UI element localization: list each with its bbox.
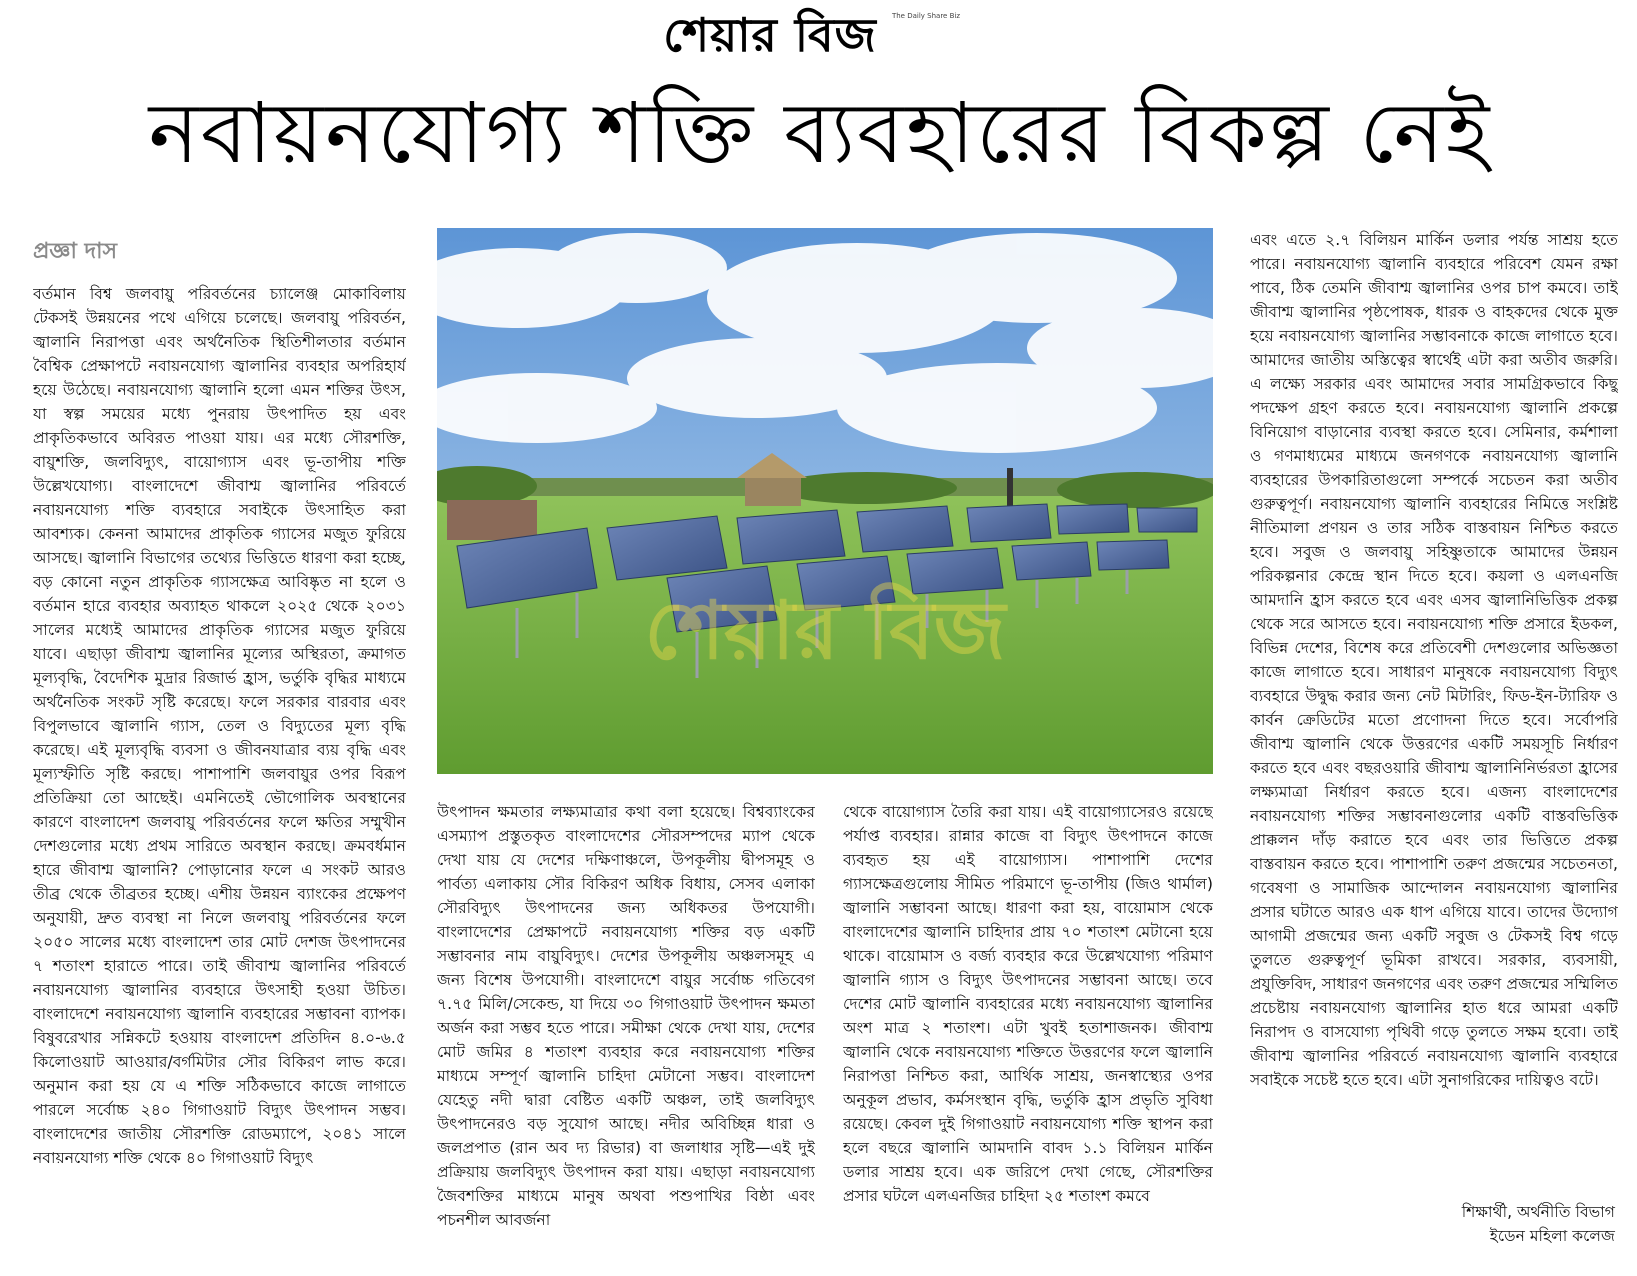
column-1-text: বর্তমান বিশ্ব জলবায়ু পরিবর্তনের চ্যালেঞ্জ মোকাবিলায় টেকসই উন্নয়নের পথে এগিয়ে চলেছে। জলবায়ু পরিবর্তন, জ্বালানি নিরাপত্তা এবং অর্থনৈতিক স্থিতিশীলতার বর্তমান বৈশ্বিক প্রেক্ষাপটে নবায়নযোগ্য জ্বালানির ব্যবহার অপরিহার্য হয়ে উঠেছে। নবায়নযোগ্য জ্বালানি হলো এমন শক্তির উৎস, যা স্বল্প সময়ের মধ্যে পুনরায় উৎপাদিত হয় এবং প্রাকৃতিকভাবে অবিরত পাওয়া যায়। এর মধ্যে সৌরশক্তি, বায়ুশক্তি, জলবিদ্যুৎ, বায়োগ্যাস এবং ভূ-তাপীয় শক্তি উল্লেখযোগ্য। বাংলাদেশে জীবাশ্ম জ্বালানির পরিবর্তে নবায়নযোগ্য শক্তি ব্যবহারে সবাইকে উৎসাহিত করা আবশ্যক। কেননা আমাদের প্রাকৃতিক গ্যাসের মজুত ফুরিয়ে আসছে। জ্বালানি বিভাগের তথ্যের ভিত্তিতে ধারণা করা হচ্ছে, বড় কোনো নতুন প্রাকৃতিক গ্যাসক্ষেত্র আবিষ্কৃত না হলে ও বর্তমান হারে ব্যবহার অব্যাহত থাকলে ২০২৫ থেকে ২০৩১ সালের মধ্যেই আমাদের প্রাকৃতিক গ্যাসের মজুত ফুরিয়ে যাবে। এছাড়া জীবাশ্ম জ্বালানির মূল্যের অস্থিরতা, ক্রমাগত মূল্যবৃদ্ধি, বৈদেশিক মুদ্রার রিজার্ভ হ্রাস, ভর্তুকি বৃদ্ধির মাধ্যমে অর্থনৈতিক সংকট সৃষ্টি করেছে। ফলে সরকার বারবার এবং বিপুলভাবে জ্বালানি গ্যাস, তেল ও বিদ্যুতের মূল্য বৃদ্ধি করেছে। এই মূল্যবৃদ্ধি ব্যবসা ও জীবনযাত্রার ব্যয় বৃদ্ধি এবং মূল্যস্ফীতি সৃষ্টি করছে। পাশাপাশি জলবায়ুর ওপর বিরূপ প্রতিক্রিয়া তো আছেই। এমনিতেই ভৌগোলিক অবস্থানের কারণে বাংলাদেশ জলবায়ু পরিবর্তনের ফলে ক্ষতির সম্মুখীন দেশগুলোর মধ্যে প্রথম সারিতে অবস্থান করছে। ক্রমবর্ধমান হারে জীবাশ্ম জ্বালানি? পোড়ানোর ফলে এ সংকট আরও তীব্র থেকে তীব্রতর হচ্ছে। এশীয় উন্নয়ন ব্যাংকের প্রক্ষেপণ অনুযায়ী, দ্রুত ব্যবস্থা না নিলে জলবায়ু পরিবর্তনের ফলে ২০৫০ সালের মধ্যে বাংলাদেশ তার মোট দেশজ উৎপাদনের ৭ শতাংশ হারাতে পারে। তাই জীবাশ্ম জ্বালানির পরিবর্তে নবায়নযোগ্য জ্বালানির ব্যবহারে উৎসাহী হওয়া উচিত। বাংলাদেশে নবায়নযোগ্য জ্বালানি ব্যবহারের সম্ভাবনা ব্যাপক। বিষুবরেখার সন্নিকটে হওয়ায় বাংলাদেশ প্রতিদিন ৪.০-৬.৫ কিলোওয়াট আওয়ার/বর্গমিটার সৌর বিকিরণ লাভ করে। অনুমান করা হয় যে এ শক্তি সঠিকভাবে কাজে লাগাতে পারলে সর্বোচ্চ ২৪০ গিগাওয়াট বিদ্যুৎ উৎপাদন সম্ভব। বাংলাদেশের জাতীয় সৌরশক্তি রোডম্যাপে, ২০৪১ সালে নবায়নযোগ্য শক্তি থেকে ৪০ গিগাওয়াট বিদ্যুৎ	[33, 285, 406, 1167]
author-byline: প্রজ্ঞা দাস	[33, 239, 117, 264]
article-column-3	[843, 800, 1213, 1272]
article-column-1	[33, 282, 406, 1272]
photo-watermark: শেয়ার বিজ	[644, 583, 1006, 677]
column-2-text: উৎপাদন ক্ষমতার লক্ষ্যমাত্রার কথা বলা হয়েছে। বিশ্বব্যাংকের এসম্যাপ প্রস্তুতকৃত বাংলাদেশের সৌরসম্পদের ম্যাপ থেকে দেখা যায় যে দেশের দক্ষিণাঞ্চলে, উপকূলীয় দ্বীপসমূহ ও পার্বত্য এলাকায় সৌর বিকিরণ অধিক বিধায়, সেসব এলাকা সৌরবিদ্যুৎ উৎপাদনের জন্য অধিকতর উপযোগী। বাংলাদেশের প্রেক্ষাপটে নবায়নযোগ্য শক্তির বড় একটি সম্ভাবনার নাম বায়ুবিদ্যুৎ। দেশের উপকূলীয় অঞ্চলসমূহ এ জন্য বিশেষ উপযোগী। বাংলাদেশে বায়ুর সর্বোচ্চ গতিবেগ ৭.৭৫ মিলি/সেকেন্ড, যা দিয়ে ৩০ গিগাওয়াট উৎপাদন ক্ষমতা অর্জন করা সম্ভব হতে পারে। সমীক্ষা থেকে দেখা যায়, দেশের মোট জমির ৪ শতাংশ ব্যবহার করে নবায়নযোগ্য শক্তির মাধ্যমে সম্পূর্ণ জ্বালানি চাহিদা মেটানো সম্ভব। বাংলাদেশ যেহেতু নদী দ্বারা বেষ্টিত একটি অঞ্চল, তাই জলবিদ্যুৎ উৎপাদনেরও বড় সুযোগ আছে। নদীর অবিচ্ছিন্ন ধারা ও জলপ্রপাত (রান অব দ্য রিভার) বা জলাধার সৃষ্টি—এই দুই প্রক্রিয়ায় জলবিদ্যুৎ উৎপাদন করা যায়। এছাড়া নবায়নযোগ্য জৈবশক্তির মাধ্যমে মানুষ অথবা পশুপাখির বিষ্ঠা এবং পচনশীল আবর্জনা	[437, 803, 815, 1229]
column-3-text: থেকে বায়োগ্যাস তৈরি করা যায়। এই বায়োগ্যাসেরও রয়েছে পর্যাপ্ত ব্যবহার। রান্নার কাজে বা বিদ্যুৎ উৎপাদনে কাজে ব্যবহৃত হয় এই বায়োগ্যাস। পাশাপাশি দেশের গ্যাসক্ষেত্রগুলোয় সীমিত পরিমাণে ভূ-তাপীয় (জিও থার্মাল) জ্বালানি সম্ভাবনা আছে। ধারণা করা হয়, বায়োমাস থেকে বাংলাদেশের জ্বালানি চাহিদার প্রায় ৭০ শতাংশ মেটানো হয়ে থাকে। বায়োমাস ও বর্জ্য ব্যবহার করে উল্লেখযোগ্য পরিমাণ জ্বালানি গ্যাস ও বিদ্যুৎ উৎপাদনের সম্ভাবনা আছে। তবে দেশের মোট জ্বালানি ব্যবহারের মধ্যে নবায়নযোগ্য জ্বালানির অংশ মাত্র ২ শতাংশ। এটা খুবই হতাশাজনক। জীবাশ্ম জ্বালানি থেকে নবায়নযোগ্য শক্তিতে উত্তরণের ফলে জ্বালানি নিরাপত্তা নিশ্চিত করা, আর্থিক সাশ্রয়, জনস্বাস্থ্যের ওপর অনুকূল প্রভাব, কর্মসংস্থান বৃদ্ধি, ভর্তুকি হ্রাস প্রভৃতি সুবিধা রয়েছে। কেবল দুই গিগাওয়াট নবায়নযোগ্য শক্তি স্থাপন করা হলে বছরে জ্বালানি আমদানি বাবদ ১.১ বিলিয়ন মার্কিন ডলার সাশ্রয় হবে। এক জরিপে দেখা গেছে, সৌরশক্তির প্রসার ঘটলে এলএনজির চাহিদা ২৫ শতাংশ কমবে	[843, 803, 1213, 1205]
solar-panel-photo	[437, 228, 1213, 774]
article-headline: নবায়নযোগ্য শক্তি ব্যবহারের বিকল্প নেই	[148, 83, 1492, 182]
masthead-logo	[560, 8, 980, 70]
article-column-4	[1250, 228, 1618, 1183]
article-column-2	[437, 800, 815, 1272]
signature-line-1: শিক্ষার্থী, অর্থনীতি বিভাগ	[1461, 1203, 1615, 1221]
masthead-tagline: The Daily Share Biz	[891, 12, 960, 20]
masthead-title: শেয়ার বিজ	[663, 8, 877, 62]
author-signature	[1255, 1200, 1615, 1248]
column-4-text: এবং এতে ২.৭ বিলিয়ন মার্কিন ডলার পর্যন্ত সাশ্রয় হতে পারে। নবায়নযোগ্য জ্বালানি ব্যবহারে পরিবেশ যেমন রক্ষা পাবে, ঠিক তেমনি জীবাশ্ম জ্বালানির ওপর চাপ কমবে। তাই জীবাশ্ম জ্বালানির পৃষ্ঠপোষক, ধারক ও বাহকদের থেকে মুক্ত হয়ে নবায়নযোগ্য জ্বালানির সম্ভাবনাকে কাজে লাগাতে হবে। আমাদের জাতীয় অস্তিত্বের স্বার্থেই এটা করা অতীব জরুরি। এ লক্ষ্যে সরকার এবং আমাদের সবার সামগ্রিকভাবে কিছু পদক্ষেপ গ্রহণ করতে হবে। নবায়নযোগ্য জ্বালানি প্রকল্পে বিনিয়োগ বাড়ানোর ব্যবস্থা করতে হবে। সেমিনার, কর্মশালা ও গণমাধ্যমের মাধ্যমে জনগণকে নবায়নযোগ্য জ্বালানি ব্যবহারের উপকারিতাগুলো সম্পর্কে সচেতন করা অতীব গুরুত্বপূর্ণ। নবায়নযোগ্য জ্বালানি ব্যবহারের নিমিত্তে সংশ্লিষ্ট নীতিমালা প্রণয়ন ও তার সঠিক বাস্তবায়ন নিশ্চিত করতে হবে। সবুজ ও জলবায়ু সহিষ্ণুতাকে আমাদের উন্নয়ন পরিকল্পনার কেন্দ্রে স্থান দিতে হবে। কয়লা ও এলএনজি আমদানি হ্রাস করতে হবে এবং এসব জ্বালানিভিত্তিক প্রকল্প থেকে সরে আসতে হবে। নবায়নযোগ্য শক্তি প্রসারে ইডকল, বিভিন্ন দেশের, বিশেষ করে প্রতিবেশী দেশগুলোর অভিজ্ঞতা কাজে লাগাতে হবে। সাধারণ মানুষকে নবায়নযোগ্য বিদ্যুৎ ব্যবহারে উদ্বুদ্ধ করার জন্য নেট মিটারিং, ফিড-ইন-ট্যারিফ ও কার্বন ক্রেডিটের মতো প্রণোদনা দিতে হবে। সর্বোপরি জীবাশ্ম জ্বালানি থেকে উত্তরণের একটি সময়সূচি নির্ধারণ করতে হবে এবং বছরওয়ারি জীবাশ্ম জ্বালানিনির্ভরতা হ্রাসের লক্ষ্যমাত্রা নির্ধারণ করতে হবে। এজন্য বাংলাদেশের নবায়নযোগ্য শক্তির সম্ভাবনাগুলোর একটি বাস্তবভিত্তিক প্রাক্কলন দাঁড় করাতে হবে এবং তার ভিত্তিতে প্রকল্প বাস্তবায়ন করতে হবে। পাশাপাশি তরুণ প্রজন্মের সচেতনতা, গবেষণা ও সামাজিক আন্দোলন নবায়নযোগ্য জ্বালানির প্রসার ঘটাতে আরও এক ধাপ এগিয়ে যাবে। তাদের উদ্যোগ আগামী প্রজন্মের জন্য একটি সবুজ ও টেকসই বিশ্ব গড়ে তুলতে গুরুত্বপূর্ণ ভূমিকা রাখবে। সরকার, ব্যবসায়ী, প্রযুক্তিবিদ, সাধারণ জনগণের এবং তরুণ প্রজন্মের সম্মিলিত প্রচেষ্টায় নবায়নযোগ্য জ্বালানির হাত ধরে আমরা একটি নিরাপদ ও বাসযোগ্য পৃথিবী গড়ে তুলতে সক্ষম হবো। তাই জীবাশ্ম জ্বালানির পরিবর্তে নবায়নযোগ্য জ্বালানি ব্যবহারে সবাইকে সচেষ্ট হতে হবে। এটা সুনাগরিকের দায়িত্বও বটে।	[1250, 231, 1618, 1089]
signature-line-2: ইডেন মহিলা কলেজ	[1489, 1227, 1615, 1245]
